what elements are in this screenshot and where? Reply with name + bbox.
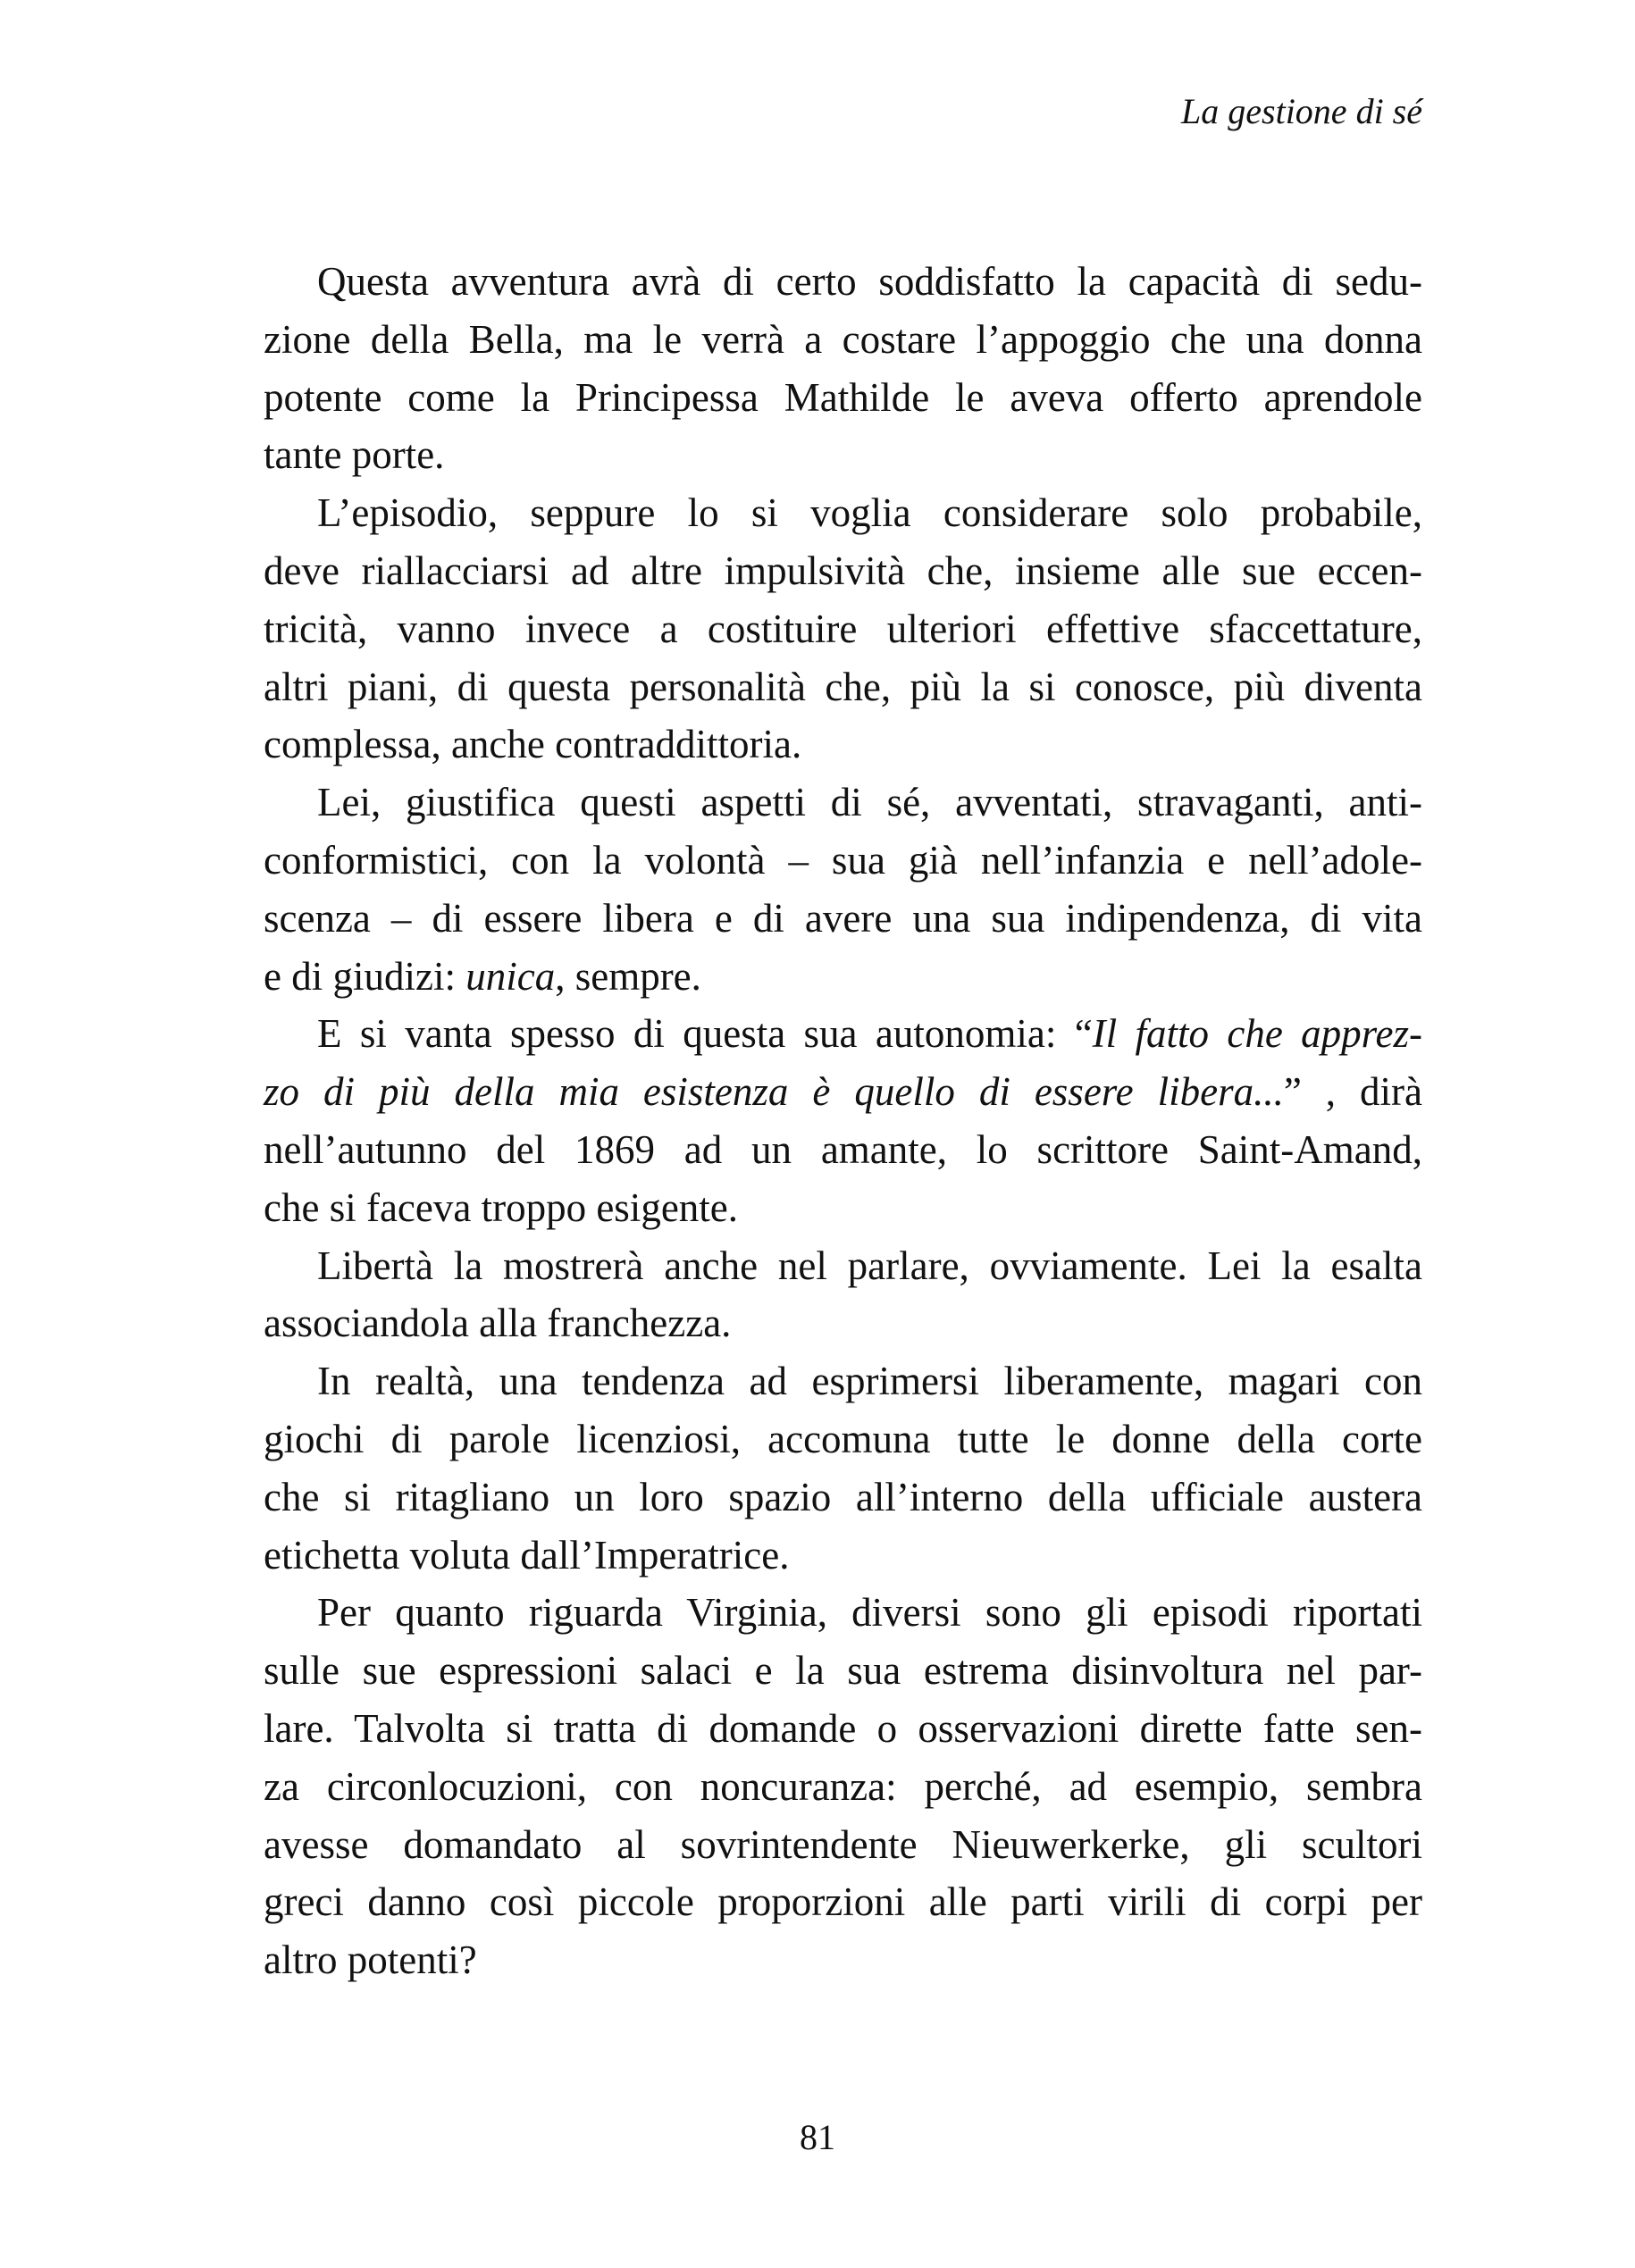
italic-quote: Il fatto che apprez- [1092,1011,1422,1057]
text-line: giochi di parole licenziosi, accomuna tutte le donne della corte [264,1416,1422,1461]
text-line: Questa avventura avrà di certo soddisfatto la capacità di sedu- [317,259,1422,304]
text-line: che si faceva troppo esigente. [264,1184,739,1230]
paragraph [264,1352,1422,1584]
text-run: e di giudizi: [264,953,466,999]
text-line: avesse domandato al sovrintendente Nieuwerkerke, gli scultori [264,1821,1422,1867]
paragraph [264,253,1422,484]
text-line [264,1005,1422,1063]
text-line: nell’autunno del 1869 ad un amante, lo scrittore Saint-Amand, [264,1126,1422,1172]
paragraph [264,774,1422,1005]
text-line: conformistici, con la volontà – sua già nell’infanzia e nell’adole- [264,837,1422,883]
page-number: 81 [800,2117,835,2157]
text-line: che si ritagliano un loro spazio all’interno della ufficiale austera [264,1474,1422,1519]
text-line: associandola alla franchezza. [264,1301,732,1346]
text-line: deve riallacciarsi ad altre impulsività che, insieme alle sue eccen- [264,548,1422,593]
text-line: greci danno così piccole proporzioni alle parti virili di corpi per [264,1879,1422,1925]
text-line: etichetta voluta dall’Imperatrice. [264,1532,790,1578]
text-line: za circonlocuzioni, con noncuranza: perché, ad esempio, sembra [264,1763,1422,1809]
text-line: scenza – di essere libera e di avere una sua indipendenza, di vita [264,895,1422,941]
text-line: In realtà, una tendenza ad esprimersi liberamente, magari con [317,1359,1422,1404]
text-line: zione della Bella, ma le verrà a costare l’appoggio che una donna [264,316,1422,362]
text-line: lare. Talvolta si tratta di domande o osservazioni dirette fatte sen- [264,1705,1422,1751]
text-line: Per quanto riguarda Virginia, diversi sono gli episodi riportati [317,1590,1422,1636]
text-line [264,1063,1422,1121]
text-line [264,948,1422,1006]
paragraph [264,1005,1422,1236]
running-head-title: La gestione di sé [1181,91,1422,131]
text-line: altri piani, di questa personalità che, più la si conosce, più diventa [264,664,1422,709]
body-text [264,253,1422,1989]
paragraph [264,484,1422,774]
text-line: altro potenti? [264,1937,477,1983]
text-line: complessa, anche contraddittoria. [264,722,802,767]
text-line: Lei, giustifica questi aspetti di sé, avventati, stravaganti, anti- [317,780,1422,825]
text-run: ” , dirà [1283,1069,1423,1115]
text-line: tante porte. [264,432,445,478]
text-line: sulle sue espressioni salaci e la sua estrema disinvoltura nel par- [264,1648,1422,1694]
italic-emphasis: unica [465,953,556,999]
text-run: E si vanta spesso di questa sua autonomia: “ [317,1011,1093,1057]
paragraph [264,1237,1422,1353]
text-run: , sempre. [555,953,701,999]
text-line: potente come la Principessa Mathilde le aveva offerto aprendole [264,374,1422,420]
italic-quote: zo di più della mia esistenza è quello di essere libera... [264,1069,1284,1115]
text-line: Libertà la mostrerà anche nel parlare, ovviamente. Lei la esalta [317,1243,1422,1288]
text-line: tricità, vanno invece a costituire ulteriori effettive sfaccettature, [264,606,1422,651]
paragraph [264,1584,1422,1989]
text-line: L’episodio, seppure lo si voglia considerare solo probabile, [317,490,1422,536]
